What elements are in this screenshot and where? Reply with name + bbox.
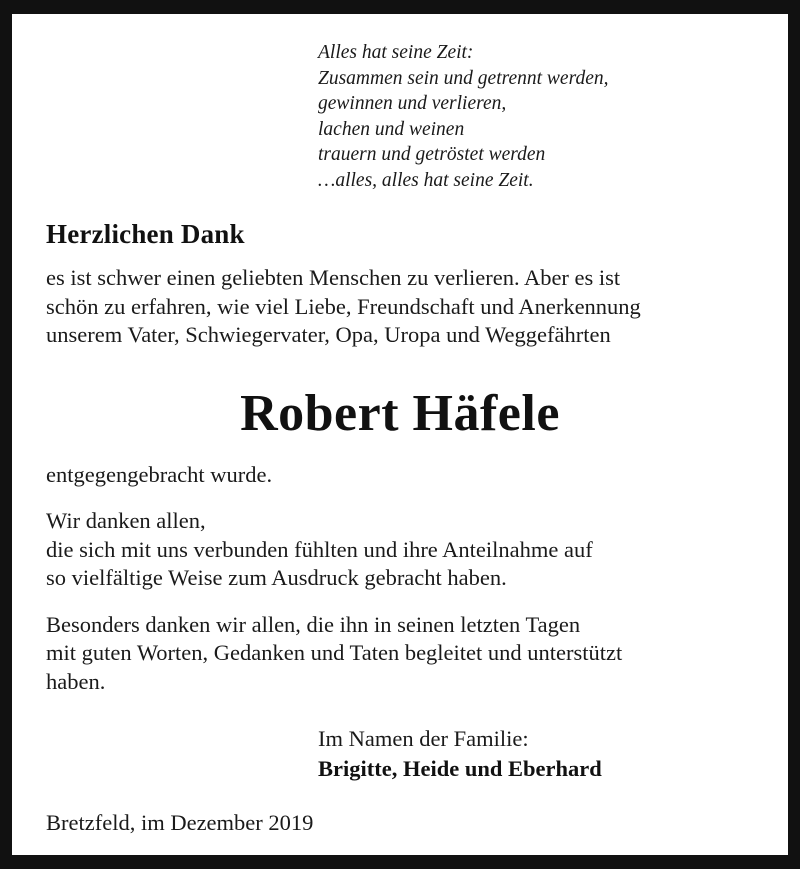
thanks-p1-line-2: die sich mit uns verbunden fühlten und ihre Anteilnahme auf (46, 536, 593, 562)
intro-paragraph (46, 264, 754, 350)
after-name-line: entgegengebracht wurde. (46, 461, 273, 487)
poem-line-6: …alles, alles hat seine Zeit. (318, 169, 534, 191)
thanks-heading: Herzlichen Dank (46, 219, 245, 249)
poem-line-2: Zusammen sein und getrennt werden, (318, 67, 609, 89)
intro-line-1: es ist schwer einen geliebten Menschen zu verlieren. Aber es ist (46, 265, 621, 290)
deceased-name: Robert Häfele (240, 384, 560, 442)
poem-line-3: gewinnen und verlieren, (318, 93, 507, 114)
thanks-p2-line-1: Besonders danken wir allen, die ihn in seinen letzten Tagen (46, 611, 581, 637)
poem-line-5: trauern und getröstet werden (318, 144, 546, 165)
thanks-p1-line-1: Wir danken allen, (46, 508, 206, 533)
thanks-p1-line-3: so vielfältige Weise zum Ausdruck gebracht haben. (46, 565, 507, 590)
family-line: Im Namen der Familie: (318, 726, 529, 751)
notice-inner (12, 14, 788, 855)
place-date: Bretzfeld, im Dezember 2019 (46, 810, 314, 835)
thanks-paragraph-2 (46, 611, 754, 697)
poem-line-4: lachen und weinen (318, 118, 465, 140)
thanks-paragraph-1 (46, 507, 754, 593)
poem-line-1: Alles hat seine Zeit: (318, 42, 474, 63)
family-block (318, 724, 754, 784)
family-names: Brigitte, Heide und Eberhard (318, 756, 602, 781)
thanks-p2-line-2: mit guten Worten, Gedanken und Taten begleitet und unterstützt (46, 640, 623, 665)
intro-line-3: unserem Vater, Schwiegervater, Opa, Uropa und Weggefährten (46, 322, 611, 347)
intro-line-2: schön zu erfahren, wie viel Liebe, Freundschaft und Anerkennung (46, 293, 641, 319)
poem-block (318, 40, 754, 193)
thanks-p2-line-3: haben. (46, 668, 106, 694)
